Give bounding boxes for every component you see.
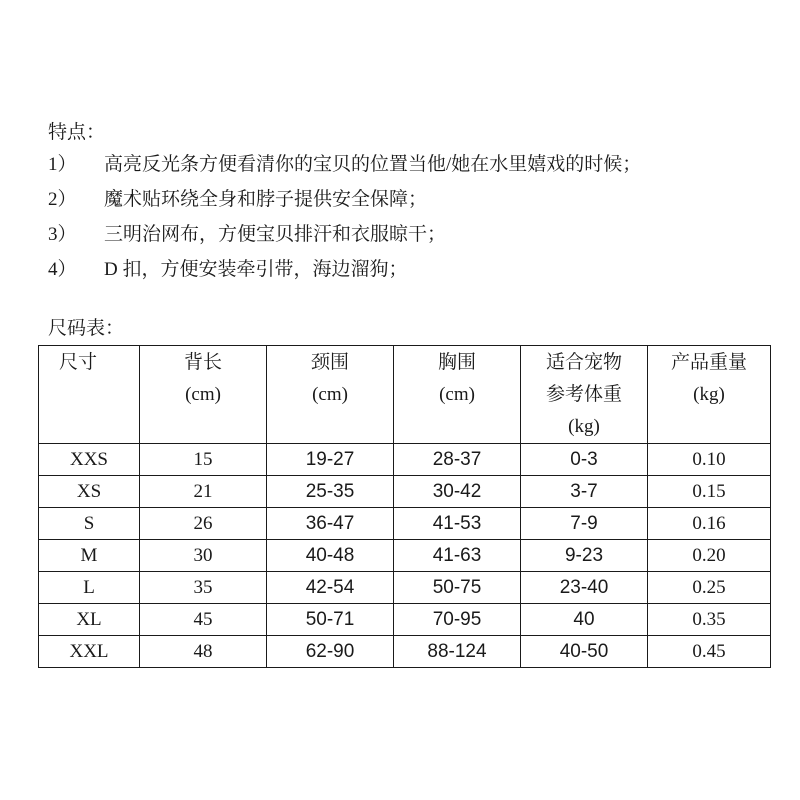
cell-chest: 30-42 [394, 476, 521, 508]
table-row [39, 604, 771, 636]
cell-back-length: 48 [140, 636, 267, 668]
cell-neck: 19-27 [267, 444, 394, 476]
cell-size: M [39, 540, 140, 572]
cell-pet-weight: 40-50 [521, 636, 648, 668]
cell-back-length: 21 [140, 476, 267, 508]
features-section [48, 120, 641, 292]
feature-item-2 [48, 187, 641, 213]
cell-chest: 41-63 [394, 540, 521, 572]
feature-text: 魔术贴环绕全身和脖子提供安全保障； [104, 189, 428, 210]
feature-text: 三明治网布，方便宝贝排汗和衣服晾干； [104, 224, 447, 245]
cell-chest: 41-53 [394, 508, 521, 540]
cell-neck: 40-48 [267, 540, 394, 572]
cell-back-length: 15 [140, 444, 267, 476]
cell-size: S [39, 508, 140, 540]
cell-chest: 70-95 [394, 604, 521, 636]
table-row [39, 636, 771, 668]
cell-neck: 25-35 [267, 476, 394, 508]
cell-size: XXS [39, 444, 140, 476]
feature-item-1 [48, 152, 641, 178]
feature-item-3 [48, 222, 641, 248]
cell-chest: 50-75 [394, 572, 521, 604]
header-chest: 胸围 (cm) [394, 346, 521, 444]
features-title: 特点： [48, 122, 106, 143]
feature-number: 3） [48, 224, 77, 245]
feature-text: D 扣，方便安装牵引带，海边溜狗； [104, 259, 408, 280]
cell-neck: 62-90 [267, 636, 394, 668]
cell-product-weight: 0.15 [648, 476, 771, 508]
cell-product-weight: 0.45 [648, 636, 771, 668]
table-row [39, 444, 771, 476]
cell-pet-weight: 40 [521, 604, 648, 636]
feature-item-4 [48, 257, 641, 283]
cell-pet-weight: 0-3 [521, 444, 648, 476]
cell-neck: 42-54 [267, 572, 394, 604]
cell-size: XXL [39, 636, 140, 668]
size-chart-table [38, 345, 771, 668]
cell-product-weight: 0.25 [648, 572, 771, 604]
cell-pet-weight: 23-40 [521, 572, 648, 604]
table-row [39, 476, 771, 508]
cell-product-weight: 0.10 [648, 444, 771, 476]
cell-chest: 88-124 [394, 636, 521, 668]
cell-pet-weight: 9-23 [521, 540, 648, 572]
feature-text: 高亮反光条方便看清你的宝贝的位置当他/她在水里嬉戏的时候； [104, 154, 642, 175]
cell-back-length: 26 [140, 508, 267, 540]
cell-size: XS [39, 476, 140, 508]
table-row [39, 508, 771, 540]
table-header-row [39, 346, 771, 444]
cell-back-length: 30 [140, 540, 267, 572]
cell-neck: 36-47 [267, 508, 394, 540]
cell-neck: 50-71 [267, 604, 394, 636]
header-neck: 颈围 (cm) [267, 346, 394, 444]
header-pet-weight: 适合宠物 参考体重 (kg) [521, 346, 648, 444]
cell-chest: 28-37 [394, 444, 521, 476]
feature-number: 1） [48, 154, 77, 175]
cell-size: XL [39, 604, 140, 636]
cell-product-weight: 0.16 [648, 508, 771, 540]
header-back-length: 背长 (cm) [140, 346, 267, 444]
cell-pet-weight: 3-7 [521, 476, 648, 508]
table-row [39, 540, 771, 572]
cell-size: L [39, 572, 140, 604]
size-chart-title: 尺码表： [48, 318, 125, 339]
cell-back-length: 45 [140, 604, 267, 636]
cell-product-weight: 0.35 [648, 604, 771, 636]
feature-number: 2） [48, 189, 77, 210]
cell-pet-weight: 7-9 [521, 508, 648, 540]
table-row [39, 572, 771, 604]
header-product-weight: 产品重量 (kg) [648, 346, 771, 444]
header-size: 尺寸 [39, 346, 140, 444]
cell-back-length: 35 [140, 572, 267, 604]
feature-number: 4） [48, 259, 77, 280]
cell-product-weight: 0.20 [648, 540, 771, 572]
